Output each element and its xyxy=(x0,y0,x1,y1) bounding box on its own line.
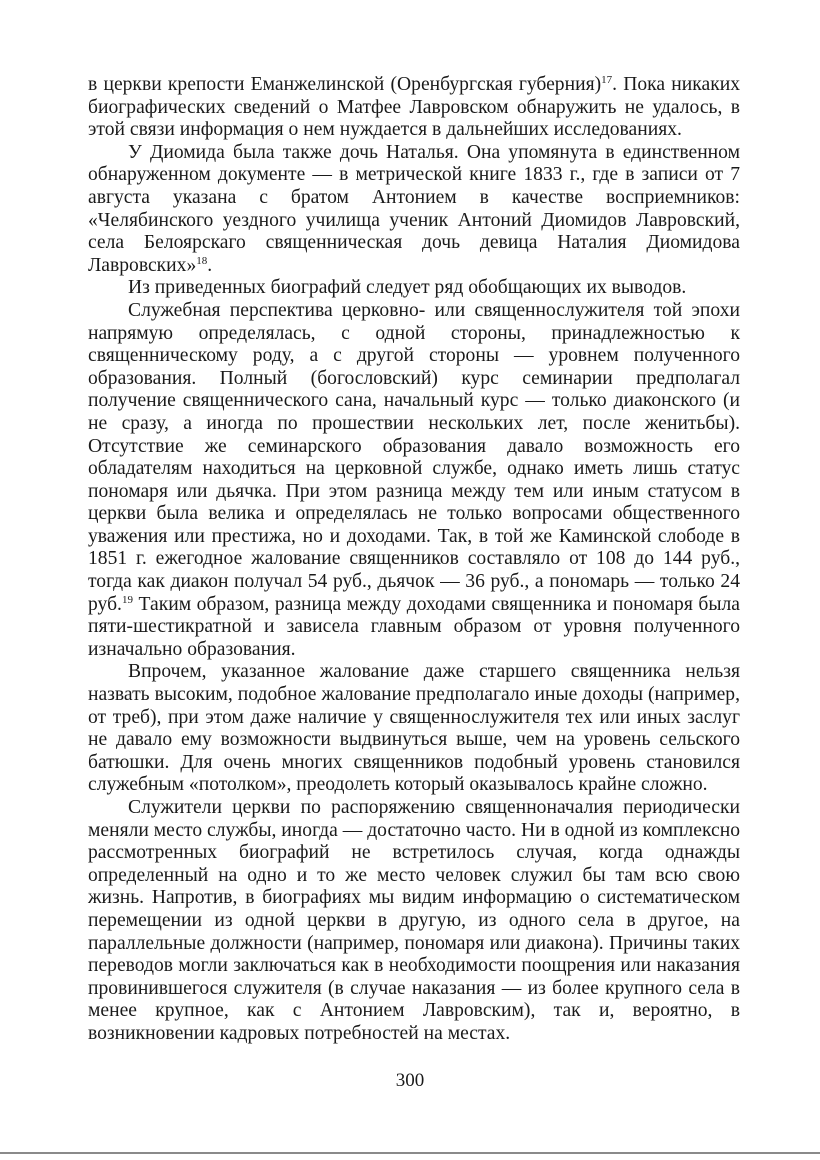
paragraph-6 xyxy=(88,797,740,1046)
paragraph-1 xyxy=(88,74,740,142)
paragraph-3 xyxy=(88,277,740,300)
paragraph-5-text: Впрочем, указанное жалование даже старшего священника нельзя назвать высоким, подобное жалование предполагало иные доходы (например, от треб), при этом даже наличие у священнослужителя тех или иных заслуг не давало ему возможности выдвинуться выше, чем на уровень сельского батюшки. Для очень многих священников подобный уровень становился служебным «потолком», преодолеть который оказывалось крайне сложно. xyxy=(88,661,740,796)
paragraph-4-text-a: Служебная перспектива церковно- или священнослужителя той эпохи напрямую определялась, с одной стороны, принадлежностью к священническому роду, а с другой стороны — уровнем полученного образования. Полный (богословский) курс семинарии предполагал получение священнического сана, начальный курс — только диаконского (и не сразу, а иногда по прошествии нескольких лет, после женитьбы). Отсутствие же семинарского образования давало возможность его обладателям находиться на церковной службе, однако иметь лишь статус пономаря или дьячка. При этом разница между тем или иным статусом в церкви была велика и определялась не только вопросами общественного уважения или престижа, но и доходами. Так, в той же Каминской слободе в 1851 г. ежегодное жалование священников составляло от 108 до 144 руб., тогда как диакон получал 54 руб., дьячок — 36 руб., а пономарь — только 24 руб. xyxy=(88,299,740,615)
footnote-ref-19: 19 xyxy=(121,593,133,606)
paragraph-1-text-b: . Пока никаких биографических сведений о Матфее Лавровском обнаружить не удалось, в этой связи информация о нем нуждается в дальнейших исследованиях. xyxy=(88,74,740,141)
paragraph-2-text-b: . xyxy=(207,254,213,276)
page-number: 300 xyxy=(395,1070,425,1091)
paragraph-4-text-b: Таким образом, разница между доходами священника и пономаря была пяти-шестикратной и зависела главным образом от уровня полученного изначально образования. xyxy=(88,593,740,660)
footnote-ref-18: 18 xyxy=(196,254,208,267)
paragraph-3-text: Из приведенных биографий следует ряд обобщающих их выводов. xyxy=(128,277,687,299)
page-bottom-rule xyxy=(0,1152,820,1154)
paragraph-5 xyxy=(88,661,740,797)
paragraph-2 xyxy=(88,142,740,278)
paragraph-6-text: Служители церкви по распоряжению священноначалия периодически меняли место службы, иногда — достаточно часто. Ни в одной из комплексно рассмотренных биографий не встретилось случая, когда однажды определенный на одно и то же место человек служил бы там всю свою жизнь. Напротив, в биографиях мы видим информацию о систематическом перемещении из одной церкви в другую, из одного села в другое, на параллельные должности (например, пономаря или диакона). Причины таких переводов могли заключаться как в необходимости поощрения или наказания провинившегося служителя (в случае наказания — из более крупного села в менее крупное, как с Антонием Лавровским), так и, вероятно, в возникновении кадровых потребностей на местах. xyxy=(88,797,740,1044)
footnote-ref-17: 17 xyxy=(601,74,613,86)
paragraph-1-text-a: в церкви крепости Еманжелинской (Оренбургская губерния) xyxy=(88,74,602,95)
page-text xyxy=(88,74,740,1046)
paragraph-4 xyxy=(88,300,740,662)
paragraph-2-text-a: У Диомида была также дочь Наталья. Она упомянута в единственном обнаруженном документе — в метрической книге 1833 г., где в записи от 7 августа указана с братом Антонием в качестве восприемников: «Челябинского уездного училища ученик Антоний Диомидов Лавровский, села Белоярскаго священническая дочь девица Наталия Диомидова Лавровских» xyxy=(88,141,740,276)
